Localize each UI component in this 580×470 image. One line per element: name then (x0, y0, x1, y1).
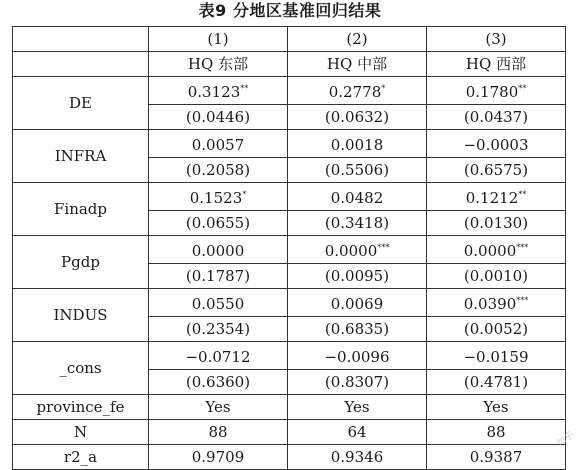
column-number: (2) (288, 27, 427, 52)
std-error-cell: (0.4781) (427, 370, 566, 395)
coef-row (13, 342, 566, 370)
footer-value: Yes (427, 395, 566, 420)
coef-cell (427, 289, 566, 317)
coef-value: 0.1780 (465, 83, 519, 101)
std-error-cell: (0.2058) (149, 158, 288, 183)
column-label: HQ 西部 (427, 52, 566, 77)
header-row-numbers (13, 27, 566, 52)
coef-value: −0.0712 (185, 348, 251, 366)
coef-value: 0.2778 (328, 83, 382, 101)
coef-cell (149, 289, 288, 317)
coef-value: 0.0000 (191, 242, 245, 260)
coef-value: −0.0159 (463, 348, 529, 366)
std-error-cell: (0.0437) (427, 105, 566, 130)
std-error-cell: (0.6360) (149, 370, 288, 395)
significance-stars: *** (516, 296, 529, 305)
coef-value: 0.0069 (330, 295, 384, 313)
footer-value: Yes (149, 395, 288, 420)
watermark: 知乎 (555, 430, 577, 449)
footer-row (13, 420, 566, 445)
variable-name: Pgdp (13, 236, 149, 289)
coef-value: −0.0003 (463, 136, 529, 154)
footer-value: 88 (149, 420, 288, 445)
significance-stars: * (242, 190, 247, 199)
coef-cell (149, 236, 288, 264)
variable-name: DE (13, 77, 149, 130)
column-number: (1) (149, 27, 288, 52)
column-number: (3) (427, 27, 566, 52)
coef-cell (427, 183, 566, 211)
footer-value: 88 (427, 420, 566, 445)
footer-row (13, 395, 566, 420)
std-error-cell: (0.2354) (149, 317, 288, 342)
coef-cell (427, 77, 566, 105)
coef-value: 0.0018 (330, 136, 384, 154)
std-error-cell: (0.0446) (149, 105, 288, 130)
coef-cell (149, 77, 288, 105)
coef-row (13, 289, 566, 317)
header-row-labels (13, 52, 566, 77)
coef-value: 0.0057 (191, 136, 245, 154)
coef-cell (427, 130, 566, 158)
coef-row (13, 77, 566, 105)
std-error-cell: (0.1787) (149, 264, 288, 289)
variable-name: Finadp (13, 183, 149, 236)
coef-value: −0.0096 (324, 348, 390, 366)
std-error-cell: (0.6835) (288, 317, 427, 342)
std-error-cell: (0.6575) (427, 158, 566, 183)
variable-name: _cons (13, 342, 149, 395)
significance-stars: *** (516, 243, 529, 252)
column-label: HQ 中部 (288, 52, 427, 77)
std-error-cell: (0.0130) (427, 211, 566, 236)
corner-cell (13, 52, 149, 77)
std-error-cell: (0.3418) (288, 211, 427, 236)
coef-row (13, 183, 566, 211)
corner-cell (13, 27, 149, 52)
significance-stars: ** (240, 84, 249, 93)
coef-cell (288, 342, 427, 370)
coef-value: 0.0000 (463, 242, 517, 260)
coef-value: 0.1212 (465, 189, 519, 207)
coef-value: 0.1523 (189, 189, 243, 207)
footer-label: N (13, 420, 149, 445)
coef-row (13, 130, 566, 158)
coef-value: 0.0000 (324, 242, 378, 260)
coef-cell (149, 130, 288, 158)
regression-table (12, 26, 566, 470)
coef-cell (288, 236, 427, 264)
column-label: HQ 东部 (149, 52, 288, 77)
footer-label: province_fe (13, 395, 149, 420)
coef-cell (288, 289, 427, 317)
significance-stars: *** (377, 243, 390, 252)
footer-row (13, 445, 566, 470)
std-error-cell: (0.0010) (427, 264, 566, 289)
footer-label: r2_a (13, 445, 149, 470)
variable-name: INFRA (13, 130, 149, 183)
coef-value: 0.0482 (330, 189, 384, 207)
coef-value: 0.0390 (463, 295, 517, 313)
significance-stars: ** (518, 84, 527, 93)
significance-stars: * (381, 84, 386, 93)
std-error-cell: (0.8307) (288, 370, 427, 395)
coef-cell (427, 342, 566, 370)
std-error-cell: (0.5506) (288, 158, 427, 183)
variable-name: INDUS (13, 289, 149, 342)
footer-value: 0.9709 (149, 445, 288, 470)
coef-cell (149, 342, 288, 370)
std-error-cell: (0.0655) (149, 211, 288, 236)
coef-row (13, 236, 566, 264)
table-title: 表9 分地区基准回归结果 (198, 1, 382, 20)
significance-stars: ** (518, 190, 527, 199)
std-error-cell: (0.0052) (427, 317, 566, 342)
footer-value: 64 (288, 420, 427, 445)
coef-cell (288, 130, 427, 158)
coef-cell (149, 183, 288, 211)
coef-value: 0.3123 (187, 83, 241, 101)
coef-value: 0.0550 (191, 295, 245, 313)
footer-value: Yes (288, 395, 427, 420)
footer-value: 0.9387 (427, 445, 566, 470)
std-error-cell: (0.0632) (288, 105, 427, 130)
coef-cell (288, 77, 427, 105)
footer-value: 0.9346 (288, 445, 427, 470)
std-error-cell: (0.0095) (288, 264, 427, 289)
coef-cell (288, 183, 427, 211)
coef-cell (427, 236, 566, 264)
